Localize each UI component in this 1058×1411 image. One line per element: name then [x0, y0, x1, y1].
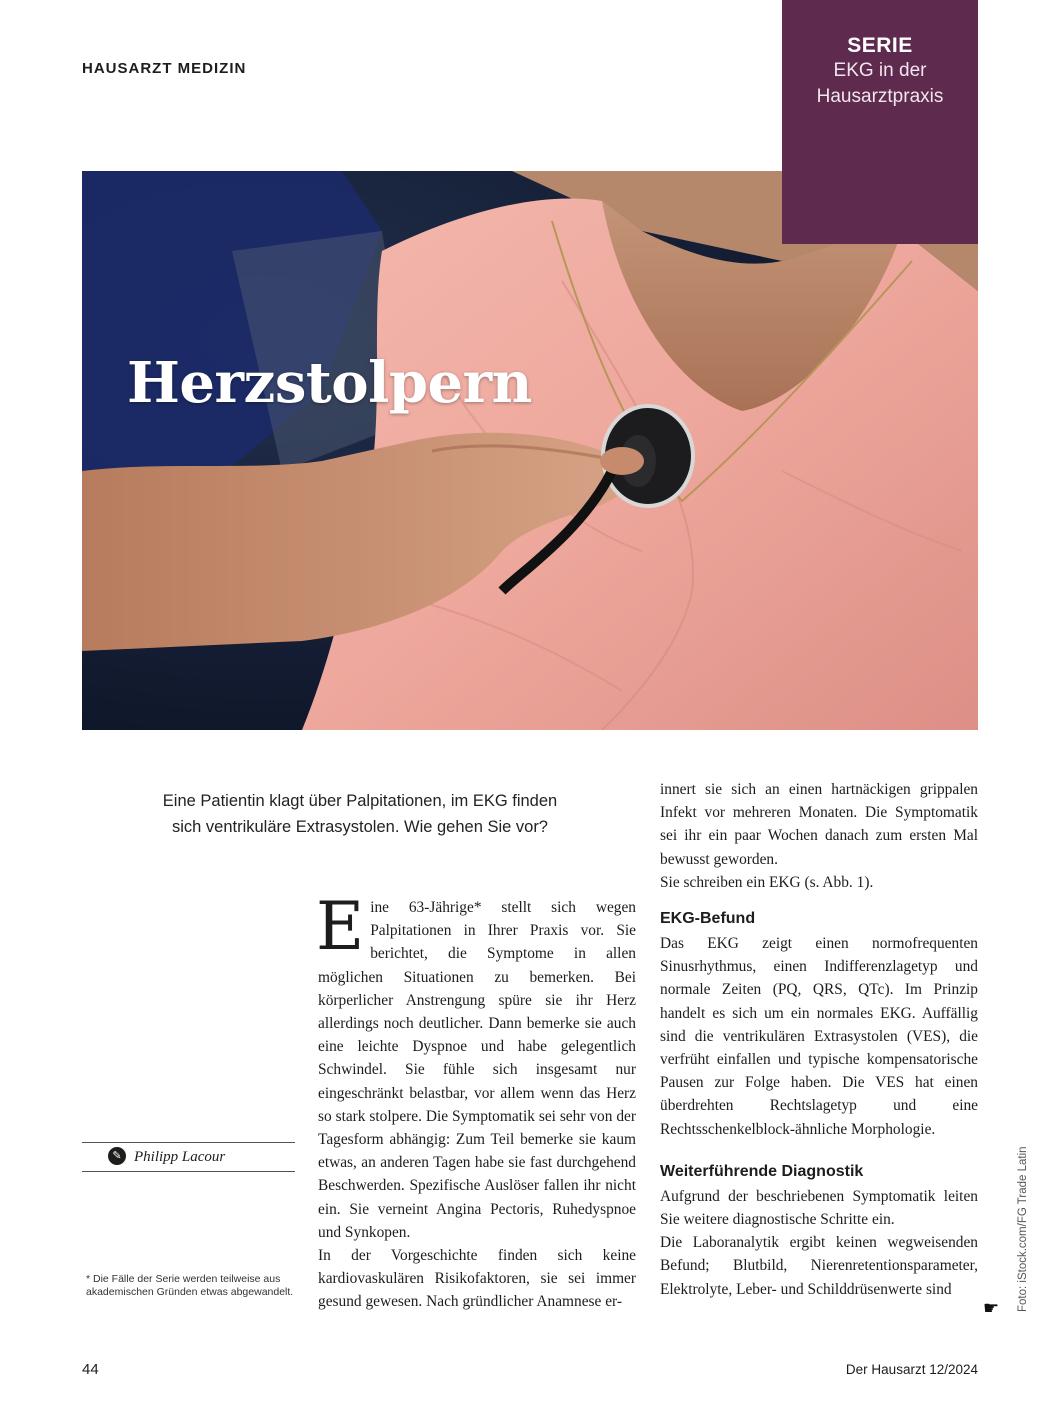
series-title-line2: Hausarztpraxis: [816, 86, 944, 107]
author-name: Philipp Lacour: [134, 1149, 226, 1165]
ekg-paragraph: Das EKG zeigt einen normofrequenten Sinusrhythmus, einen Indifferenzlagetyp und normale Zeiten (PQ, QRS, QTc). Im Prinzip handelt es sich um ein normales EKG. Auffällig sind die ventrikulären Extrasystolen (VES), die verfrüht einfallen und typische kompensatorische Pausen zur Folge haben. Die VES hat einen überdrehten Rechtslagetyp und eine Rechtsschenkelblock-ähnliche Morphologie.: [660, 935, 978, 1138]
history-paragraph-end: innert sie sich an einen hartnäckigen grippalen Infekt vor mehreren Monaten. Die Symptomatik sei ihr ein paar Wochen danach zum ersten Mal bewusst geworden.: [660, 781, 978, 868]
pen-icon: ✎: [108, 1147, 126, 1165]
article-lead: [140, 788, 580, 840]
lead-line-2: sich ventrikuläre Extrasystolen. Wie gehen Sie vor?: [171, 818, 548, 836]
series-title-line1: EKG in der: [833, 60, 927, 81]
subhead-diagnostik: Weiterführende Diagnostik: [660, 1162, 864, 1180]
series-label: SERIE: [847, 34, 913, 57]
section-label: HAUSARZT MEDIZIN: [82, 60, 247, 77]
lead-line-1: Eine Patientin klagt über Palpitationen, im EKG finden: [162, 792, 558, 810]
intro-paragraph: [316, 888, 636, 1244]
stethoscope-exam-illustration: [82, 171, 978, 730]
text-column-middle: [316, 888, 636, 1314]
pointing-hand-icon: ☛: [983, 1298, 1000, 1318]
journal-issue: Der Hausarzt 12/2024: [845, 1362, 978, 1377]
author-byline: [82, 1142, 295, 1172]
intro-text: ine 63-Jährige* stellt sich wegen Palpitationen in Ihrer Praxis vor. Sie berichtet, die Symptome in allen möglichen Situationen zu bemerken. Bei körperlicher Anstrengung spüre sie ihr Herz allerdings noch deutlicher. Dann bemerke sie auch eine leichte Dyspnoe und habe gelegentlich Schwindel. Sie fühle sich insgesamt nur eingeschränkt belastbar, vor allem wenn das Herz so stark stolpere. Die Symptomatik sei sehr von der Tagesform abhängig: Zum Teil bemerke sie kaum etwas, an anderen Tagen habe sie fast durchgehend Beschwerden. Spezifische Auslöser fallen ihr nicht ein. Sie verneint Angina Pectoris, Ruhedyspnoe und Synkopen.: [318, 899, 636, 1241]
footnote: * Die Fälle der Serie werden teilweise aus akademischen Gründen etwas abgewandelt.: [86, 1273, 294, 1298]
diag-paragraph-2: Die Laboranalytik ergibt keinen wegweisenden Befund; Blutbild, Nierenretentionsparameter, Elektrolyte, Leber- und Schilddrüsenwerte sind: [660, 1234, 978, 1298]
series-box: [782, 0, 978, 244]
photo-credit: Foto: iStock.com/FG Trade Latin: [1017, 1146, 1029, 1312]
ekg-request: Sie schreiben ein EKG (s. Abb. 1).: [660, 873, 874, 891]
history-paragraph-start: In der Vorgeschichte finden sich keine kardiovaskulären Risikofaktoren, sie sei immer gesund gewesen. Nach gründlicher Anamnese er-: [318, 1247, 636, 1311]
article-title: Herzstolpern: [127, 350, 532, 416]
subhead-ekg-befund: EKG-Befund: [660, 910, 756, 928]
text-column-right: [660, 778, 978, 1301]
dropcap: E: [316, 888, 365, 965]
hero-photo: [82, 171, 978, 730]
diag-paragraph-1: Aufgrund der beschriebenen Symptomatik leiten Sie weitere diagnostische Schritte ein.: [660, 1187, 978, 1229]
page-number: 44: [82, 1361, 99, 1378]
